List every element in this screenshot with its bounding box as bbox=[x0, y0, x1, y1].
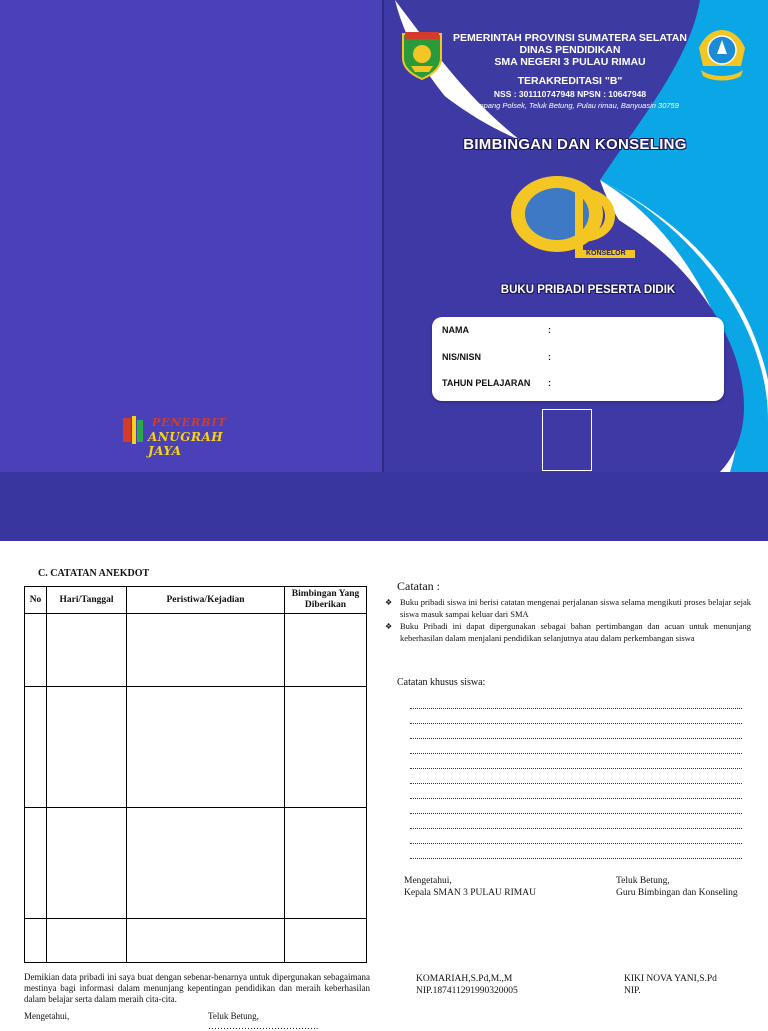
note-item bbox=[385, 621, 751, 644]
field-tahun bbox=[442, 378, 551, 388]
col-event: Peristiwa/Kejadian bbox=[127, 587, 285, 614]
school-header bbox=[440, 32, 700, 111]
signer-right-name: KIKI NOVA YANI,S.Pd bbox=[624, 974, 717, 984]
cover-bottom-band bbox=[0, 472, 768, 541]
cover-subtitle: BUKU PRIBADI PESERTA DIDIK bbox=[500, 284, 676, 296]
dotted-line[interactable] bbox=[410, 769, 742, 784]
publisher-book-icon bbox=[120, 414, 146, 446]
closing-signatures bbox=[24, 1011, 370, 1031]
field-sep: : bbox=[548, 378, 551, 388]
closing-statement: Demikian data pribadi ini saya buat dengan sebenar-benarnya untuk dipergunakan sebagaimana mestinya bagi informasi dalam menunjang kepentingan pendidikan dan meraih keberhasilan dalam belajar serta dalam meraih cita-cita. bbox=[24, 972, 370, 1004]
dotted-line[interactable] bbox=[410, 724, 742, 739]
signature-right bbox=[616, 875, 738, 899]
publisher-name-top: PENERBIT bbox=[152, 416, 227, 429]
province-emblem-icon bbox=[399, 28, 445, 80]
col-date: Hari/Tanggal bbox=[47, 587, 127, 614]
signer-left-name: KOMARIAH,S.Pd,M.,M bbox=[416, 974, 513, 984]
signature-left bbox=[404, 875, 536, 899]
table-row bbox=[25, 919, 367, 963]
table-row bbox=[25, 614, 367, 687]
notes-list bbox=[385, 597, 751, 645]
closing-left: Mengetahui, bbox=[24, 1011, 70, 1021]
sign-right-l1: Teluk Betung, bbox=[616, 876, 670, 886]
header-line-3: SMA NEGERI 3 PULAU RIMAU bbox=[494, 56, 646, 68]
anecdote-table bbox=[24, 586, 367, 963]
special-notes-title: Catatan khusus siswa: bbox=[397, 677, 486, 688]
field-label: NIS/NISN bbox=[442, 352, 482, 362]
school-emblem-icon bbox=[697, 26, 747, 82]
dotted-lines bbox=[410, 694, 742, 859]
inner-pages bbox=[0, 541, 768, 1031]
diamond-bullet-icon: ❖ bbox=[385, 598, 393, 607]
note-item bbox=[385, 597, 751, 620]
field-label: TAHUN PELAJARAN bbox=[442, 378, 531, 388]
dotted-line[interactable] bbox=[410, 694, 742, 709]
section-title: C. CATATAN ANEKDOT bbox=[38, 568, 150, 579]
school-codes: NSS : 301110747948 NPSN : 10647948 bbox=[493, 89, 647, 99]
col-no: No bbox=[25, 587, 47, 614]
photo-placeholder bbox=[542, 409, 592, 471]
dotted-line[interactable] bbox=[410, 814, 742, 829]
school-address: Jl. Simpang Polsek, Teluk Betung, Pulau rimau, Banyuasin 30759 bbox=[461, 101, 679, 110]
dotted-line[interactable] bbox=[410, 784, 742, 799]
dotted-line[interactable] bbox=[410, 709, 742, 724]
sign-right-l2: Guru Bimbingan dan Konseling bbox=[616, 888, 738, 898]
dotted-line[interactable] bbox=[410, 739, 742, 754]
table-row bbox=[25, 687, 367, 808]
col-guidance: Bimbingan Yang Diberikan bbox=[285, 587, 367, 614]
field-sep: : bbox=[548, 352, 551, 362]
header-line-2: DINAS PENDIDIKAN bbox=[519, 44, 621, 56]
sign-left-l1: Mengetahui, bbox=[404, 876, 452, 886]
field-nama bbox=[442, 325, 551, 335]
signer-left bbox=[416, 973, 518, 997]
dotted-line[interactable] bbox=[410, 799, 742, 814]
table-row bbox=[25, 808, 367, 919]
field-sep: : bbox=[548, 325, 551, 335]
note-text: Buku pribadi siswa ini berisi catatan mengenai perjalanan siswa selama mengikuti proses belajar sejak siswa masuk sampai keluar dari SMA bbox=[400, 597, 751, 619]
accreditation: TERAKREDITASI "B" bbox=[517, 75, 623, 87]
signer-right bbox=[624, 973, 717, 997]
dotted-line[interactable] bbox=[410, 844, 742, 859]
dotted-line[interactable] bbox=[410, 754, 742, 769]
logo-caption: KONSELOR bbox=[586, 250, 626, 257]
note-text: Buku Pribadi ini dapat dipergunakan sebagai bahan pertimbangan dan acuan untuk menunjang keberhasilan dalam menjalani pendidikan selanjutnya atau dalam perkembangan siswa bbox=[400, 621, 751, 643]
notes-title: Catatan : bbox=[397, 579, 440, 593]
cover-fold-line bbox=[382, 0, 384, 472]
book-title: BIMBINGAN DAN KONSELING bbox=[463, 136, 687, 153]
field-label: NAMA bbox=[442, 325, 469, 335]
sign-left-l2: Kepala SMAN 3 PULAU RIMAU bbox=[404, 888, 536, 898]
signer-right-nip: NIP. bbox=[624, 986, 641, 996]
signer-left-nip: NIP.187411291990320005 bbox=[416, 986, 518, 996]
closing-right: Teluk Betung, ………………………………. bbox=[208, 1011, 319, 1031]
publisher-name-bottom: ANUGRAH JAYA bbox=[148, 430, 224, 458]
diamond-bullet-icon: ❖ bbox=[385, 622, 393, 631]
field-nis bbox=[442, 352, 551, 362]
header-line-1: PEMERINTAH PROVINSI SUMATERA SELATAN bbox=[453, 32, 687, 44]
dotted-line[interactable] bbox=[410, 829, 742, 844]
student-id-box bbox=[432, 317, 724, 401]
